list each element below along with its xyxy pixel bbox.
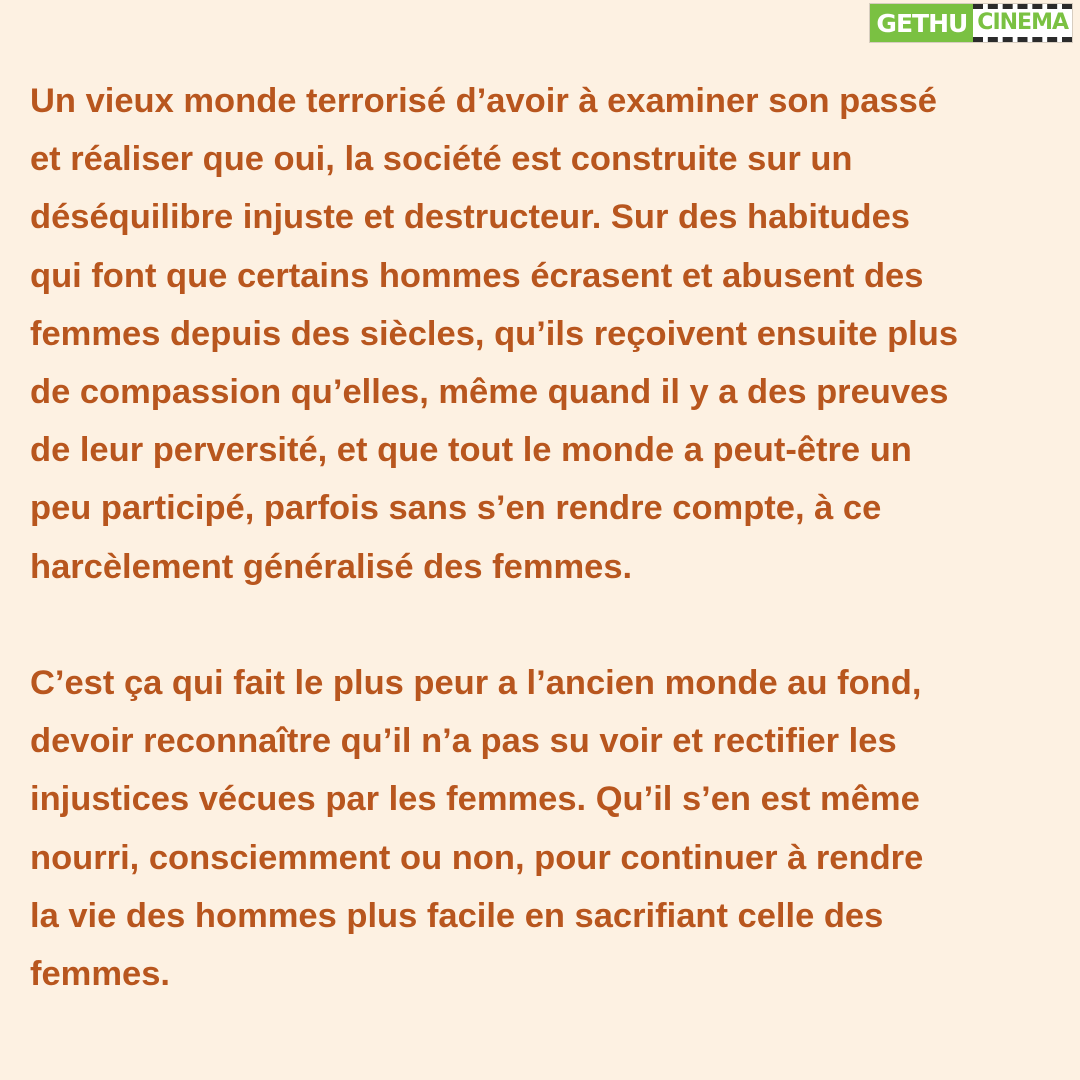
text-line: devoir reconnaître qu’il n’a pas su voir et rectifier les [30,722,897,761]
text-body [30,72,1060,1003]
text-line: de leur perversité, et que tout le monde a peut-être un [30,431,912,470]
text-line: femmes depuis des siècles, qu’ils reçoivent ensuite plus [30,314,959,353]
paragraph-2 [30,654,1060,1003]
text-line: femmes. [30,955,170,994]
text-line: C’est ça qui fait le plus peur a l’ancien monde au fond, [30,664,922,703]
text-line: déséquilibre injuste et destructeur. Sur des habitudes [30,198,910,237]
text-line: injustices vécues par les femmes. Qu’il s’en est même [30,780,920,819]
logo-text-gethu: GETHU [870,4,973,42]
text-line: harcèlement généralisé des femmes. [30,547,633,586]
text-line: et réaliser que oui, la société est construite sur un [30,140,853,179]
paragraph-1 [30,72,1060,596]
gethu-cinema-logo [870,4,1072,42]
logo-text-cinema: CINEMA [973,4,1072,42]
text-line: Un vieux monde terrorisé d’avoir à examiner son passé [30,82,937,120]
text-line: la vie des hommes plus facile en sacrifiant celle des [30,896,884,935]
text-line: peu participé, parfois sans s’en rendre compte, à ce [30,489,882,528]
text-line: qui font que certains hommes écrasent et abusent des [30,256,924,295]
text-line: nourri, consciemment ou non, pour continuer à rendre [30,838,924,877]
text-line: de compassion qu’elles, même quand il y a des preuves [30,373,949,412]
paragraph-spacer [30,596,1060,654]
